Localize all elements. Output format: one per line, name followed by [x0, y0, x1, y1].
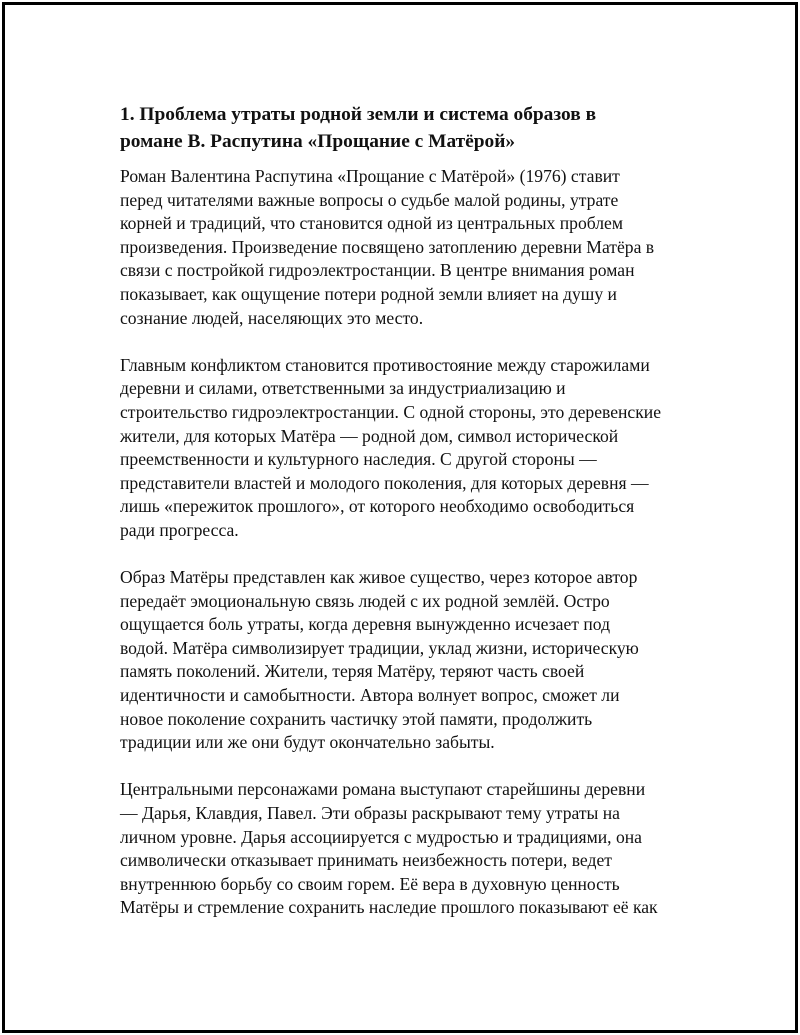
- text-line: строительство гидроэлектростанции. С одной стороны, это деревенские: [120, 401, 662, 422]
- document-page: [2, 2, 798, 1033]
- text-line: Матёры и стремление сохранить наследие прошлого показывают её как: [120, 897, 658, 918]
- paragraph-intro: [120, 165, 700, 330]
- section-title: [120, 101, 700, 155]
- text-line: лишь «пережиток прошлого», от которого необходимо освободиться: [120, 496, 635, 517]
- text-line: передаёт эмоциональную связь людей с их родной землёй. Остро: [120, 590, 610, 611]
- text-line: символически отказывает принимать неизбежность потери, ведет: [120, 850, 612, 871]
- paragraph-conflict: [120, 354, 700, 543]
- text-line: перед читателями важные вопросы о судьбе малой родины, утрате: [120, 189, 619, 210]
- text-line: традиции или же они будут окончательно забыты.: [120, 732, 495, 753]
- title-line: романе В. Распутина «Прощание с Матёрой»: [120, 131, 516, 152]
- text-line: Образ Матёры представлен как живое существо, через которое автор: [120, 567, 638, 588]
- text-line: Главным конфликтом становится противостояние между старожилами: [120, 354, 650, 375]
- paragraph-characters: [120, 778, 700, 920]
- text-line: ощущается боль утраты, когда деревня вынужденно исчезает под: [120, 614, 611, 635]
- text-line: ради прогресса.: [120, 519, 239, 540]
- text-line: связи с постройкой гидроэлектростанции. В центре внимания роман: [120, 260, 635, 281]
- text-line: показывает, как ощущение потери родной земли влияет на душу и: [120, 283, 617, 304]
- paragraph-matera-image: [120, 566, 700, 755]
- text-line: память поколений. Жители, теряя Матёру, теряют часть своей: [120, 661, 585, 682]
- text-line: преемственности и культурного наследия. С другой стороны —: [120, 449, 597, 470]
- text-line: Центральными персонажами романа выступают старейшины деревни: [120, 779, 646, 800]
- text-line: корней и традиций, что становится одной из центральных проблем: [120, 213, 623, 234]
- text-line: — Дарья, Клавдия, Павел. Эти образы раскрывают тему утраты на: [120, 803, 620, 824]
- text-line: Роман Валентина Распутина «Прощание с Матёрой» (1976) ставит: [120, 166, 620, 186]
- text-line: водой. Матёра символизирует традиции, уклад жизни, историческую: [120, 637, 639, 658]
- text-line: произведения. Произведение посвящено затоплению деревни Матёра в: [120, 236, 655, 257]
- text-line: личном уровне. Дарья ассоциируется с мудростью и традициями, она: [120, 826, 642, 847]
- text-line: представители властей и молодого поколения, для которых деревня —: [120, 472, 649, 493]
- text-line: идентичности и самобытности. Автора волнует вопрос, сможет ли: [120, 685, 620, 706]
- document-body: [120, 101, 700, 944]
- text-line: деревни и силами, ответственными за индустриализацию и: [120, 378, 566, 399]
- text-line: жители, для которых Матёра — родной дом, символ исторической: [120, 425, 619, 446]
- text-line: сознание людей, населяющих это место.: [120, 307, 424, 328]
- title-line: 1. Проблема утраты родной земли и система образов в: [120, 104, 597, 125]
- text-line: внутреннюю борьбу со своим горем. Её вера в духовную ценность: [120, 873, 620, 894]
- text-line: новое поколение сохранить частичку этой памяти, продолжить: [120, 708, 593, 729]
